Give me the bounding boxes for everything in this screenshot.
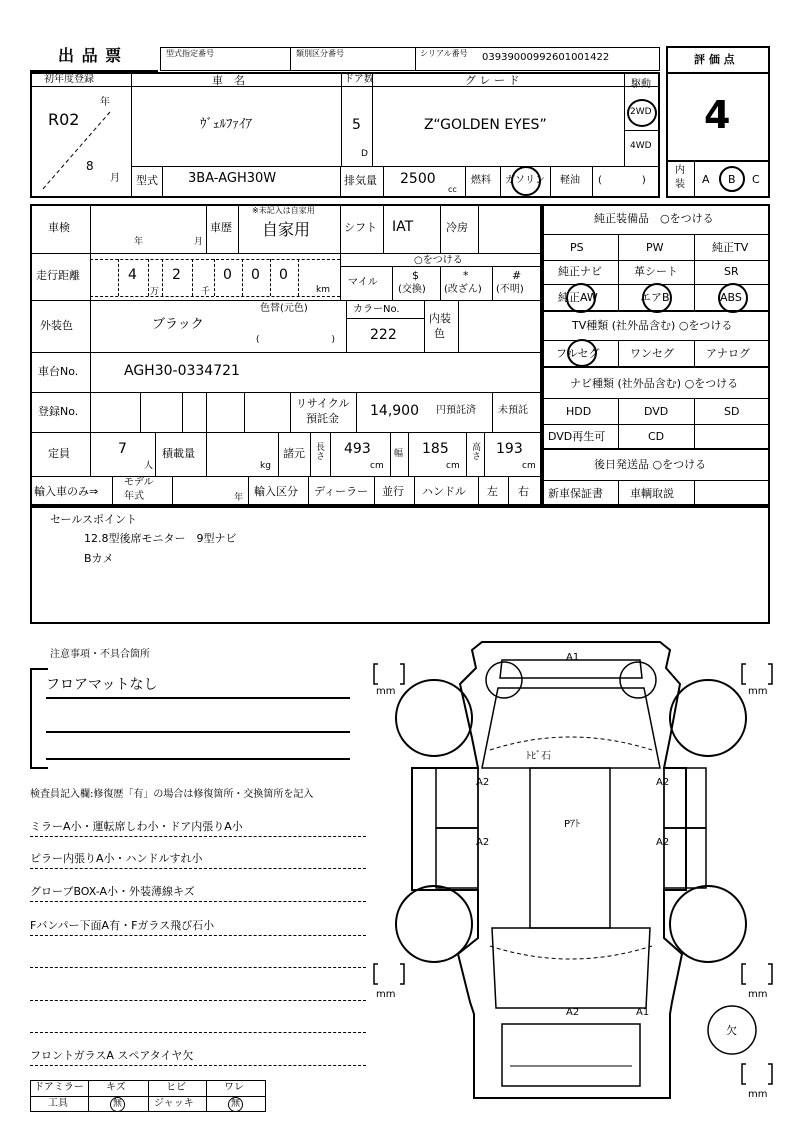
capacity-value: 7	[118, 441, 127, 457]
car-name-value: ｳﾞｪﾙﾌｧｲｱ	[200, 117, 252, 132]
equip-aw: 純正AW	[558, 291, 598, 304]
mm-front-right: mm	[748, 686, 768, 697]
tools-row-2: 無	[113, 1099, 123, 1109]
sales-points-box	[30, 506, 770, 624]
mileage-opt1: $	[412, 269, 419, 282]
repaint-paren: ( )	[256, 335, 336, 345]
rating-label: 評 価 点	[694, 53, 735, 66]
equip-airbag-circle	[642, 283, 672, 313]
history-label: 車歴	[210, 221, 232, 234]
damage-a2-left-2: A2	[476, 837, 490, 848]
interior-label-1: 内	[675, 165, 685, 176]
inspection-month-unit: 月	[194, 237, 204, 247]
inspector-line-2: ピラー内張りA小・ハンドルすれ小	[30, 852, 203, 865]
model-year-label-1: モデル	[124, 477, 154, 488]
length-unit: cm	[370, 461, 384, 471]
mm-spare: mm	[748, 1089, 768, 1100]
mileage-digit-4: 0	[251, 267, 260, 283]
interior-grade-b-circle	[719, 166, 745, 192]
damage-a2-bottom: A2	[566, 1007, 580, 1018]
month-unit: 月	[110, 173, 120, 184]
chassis-value: AGH30-0334721	[124, 363, 240, 379]
width-value: 185	[422, 441, 449, 457]
nav-dvd-play: DVD再生可	[548, 430, 606, 443]
nav-hdd: HDD	[566, 405, 592, 418]
tools-head-2: キズ	[106, 1082, 126, 1093]
tools-row-4-circle	[228, 1097, 243, 1112]
mileage-man: 万	[150, 287, 160, 297]
recycle-label-1: リサイクル	[296, 397, 350, 410]
later-manual: 車輌取説	[630, 487, 674, 500]
equipment-title: 純正装備品 ○をつける	[594, 212, 714, 225]
damage-a1-top: A1	[566, 652, 580, 663]
mileage-mark-note: ○をつける	[414, 255, 463, 266]
serial-value: 03939000992601001422	[482, 52, 610, 63]
fuel-gasoline: ガソリン	[505, 175, 545, 186]
notes-title: 注意事項・不具合箇所	[50, 649, 150, 660]
shift-value: IAT	[392, 219, 414, 235]
nav-cd: CD	[648, 430, 665, 443]
notes-line-1: フロアマットなし	[46, 677, 158, 693]
fuel-other: ( )	[598, 175, 646, 186]
tools-row-1: 工具	[48, 1098, 68, 1109]
shift-label: シフト	[344, 221, 377, 234]
width-unit: cm	[446, 461, 460, 471]
fuel-label: 燃料	[471, 175, 491, 186]
tools-head-1: ドアミラー	[34, 1082, 84, 1093]
dimensions-label: 諸元	[283, 447, 305, 460]
tools-row-2-circle	[110, 1097, 125, 1112]
doors-label: ドア数	[344, 74, 374, 85]
inspector-line-4: Fバンパー下面A有・Fガラス飛び石小	[30, 919, 215, 932]
import-dealer: ディーラー	[314, 485, 369, 498]
rating-value: 4	[704, 93, 731, 137]
equip-pw: PW	[646, 241, 664, 254]
mileage-opt3: #	[512, 269, 522, 282]
model-code-label: 型式指定番号	[166, 49, 214, 58]
tv-fullseg: フルセグ	[556, 347, 600, 360]
mileage-sen: 千	[201, 287, 211, 297]
damage-mat-note: Pｱﾄ	[564, 819, 581, 830]
category-label: 類別区分番号	[296, 49, 344, 58]
interior-grade-a: A	[702, 173, 710, 186]
load-label: 積載量	[162, 447, 195, 460]
mm-rear-left: mm	[376, 989, 396, 1000]
drive-2wd: 2WD	[630, 107, 652, 117]
sales-points-line-2: Bカメ	[84, 552, 114, 565]
import-type-label: 輸入区分	[254, 485, 298, 498]
repaint-label: 色替(元色)	[260, 303, 308, 314]
equip-leather: 革シート	[634, 265, 678, 278]
height-value: 193	[496, 441, 523, 457]
model-year-unit: 年	[234, 493, 244, 503]
tv-oneseg: ワンセグ	[630, 347, 674, 360]
type-value: 3BA-AGH30W	[188, 171, 277, 186]
serial-label: シリアル番号	[420, 49, 468, 58]
damage-a2-right-2: A2	[656, 837, 670, 848]
spare-missing-mark: 欠	[726, 1024, 737, 1037]
color-no-value: 222	[370, 327, 397, 343]
form-title: 出 品 票	[58, 46, 123, 65]
reg-no-label: 登録No.	[38, 405, 79, 418]
year-unit: 年	[100, 97, 110, 108]
damage-a1-bottom: A1	[636, 1007, 650, 1018]
chassis-label: 車台No.	[38, 365, 79, 378]
tools-head-3: ヒビ	[166, 1082, 186, 1093]
equip-abs: ABS	[720, 291, 742, 304]
history-note: ※未記入は自家用	[252, 206, 315, 215]
mileage-opt3-sub: (不明)	[496, 284, 524, 295]
sales-points-label: セールスポイント	[50, 513, 138, 526]
equip-airbag: エアB	[640, 291, 670, 304]
mileage-mile: マイル	[348, 277, 378, 288]
damage-a2-right-1: A2	[656, 777, 670, 788]
exterior-label: 外装色	[40, 319, 73, 332]
model-year-label-2: 年式	[124, 491, 144, 502]
car-name-label: 車 名	[212, 74, 245, 87]
handle-left: 左	[487, 485, 498, 498]
mileage-opt2-sub: (改ざん)	[444, 284, 482, 295]
handle-label: ハンドル	[422, 485, 466, 498]
mm-rear-right: mm	[748, 989, 768, 1000]
tv-title: TV種類 (社外品含む) ○をつける	[572, 319, 733, 332]
doors-type: D	[361, 149, 368, 159]
ac-label: 冷房	[446, 221, 468, 234]
later-warranty: 新車保証書	[548, 487, 603, 500]
drive-2wd-circle	[627, 99, 657, 127]
nav-dvd: DVD	[644, 405, 669, 418]
doors-value: 5	[352, 117, 361, 133]
equip-sr: SR	[724, 265, 739, 278]
car-diagram	[370, 628, 780, 1118]
equip-tv: 純正TV	[712, 241, 749, 254]
mileage-digit-3: 0	[223, 267, 232, 283]
displacement-value: 2500	[400, 171, 436, 187]
drive-4wd: 4WD	[630, 141, 652, 151]
recycle-value: 14,900	[370, 403, 419, 419]
damage-chip-note: ﾄﾋﾞ石	[526, 751, 551, 762]
interior-label-2: 装	[675, 179, 685, 190]
displacement-label: 排気量	[344, 174, 377, 187]
mileage-km: km	[316, 285, 330, 295]
length-value: 493	[344, 441, 371, 457]
equip-abs-circle	[718, 283, 748, 313]
nav-title: ナビ種類 (社外品含む) ○をつける	[570, 377, 739, 390]
inspector-line-3: グローブBOX-A小・外装薄線キズ	[30, 885, 195, 898]
first-reg-month: 8	[86, 159, 94, 173]
nav-sd: SD	[724, 405, 740, 418]
tools-row-3: ジャッキ	[154, 1098, 194, 1109]
registration-diagonal	[38, 108, 118, 192]
fuel-gasoline-circle	[511, 166, 541, 196]
height-unit: cm	[522, 461, 536, 471]
equip-ps: PS	[570, 241, 584, 254]
history-value: 自家用	[262, 220, 311, 239]
equip-navi: 純正ナビ	[558, 265, 602, 278]
mileage-digit-5: 0	[279, 267, 288, 283]
exterior-value: ブラック	[152, 317, 204, 332]
recycle-label-2: 預託金	[306, 412, 339, 425]
inspection-year-unit: 年	[134, 237, 144, 247]
fuel-diesel: 軽油	[560, 175, 580, 186]
drive-label: 駆動	[631, 79, 651, 90]
recycle-unit: 円預託済	[436, 405, 476, 416]
recycle-not: 未預託	[498, 405, 528, 416]
length-label: 長さ	[314, 442, 324, 460]
inspector-line-8: フロントガラスA スペアタイヤ欠	[30, 1049, 194, 1062]
equip-aw-circle	[566, 283, 596, 313]
grade-label: グ レ ー ド	[465, 74, 520, 87]
mm-front-left: mm	[376, 686, 396, 697]
interior-color-label-2: 色	[434, 327, 445, 340]
later-title: 後日発送品 ○をつける	[594, 458, 707, 471]
load-unit: kg	[260, 461, 271, 471]
capacity-unit: 人	[144, 461, 154, 471]
tools-head-4: ワレ	[224, 1082, 244, 1093]
mileage-opt2: *	[463, 269, 469, 282]
tv-fullseg-circle	[567, 339, 597, 367]
first-reg-year: R02	[48, 110, 80, 129]
inspector-title: 検査員記入欄:修復歴「有」の場合は修復箇所・交換箇所を記入	[30, 789, 314, 800]
capacity-label: 定員	[48, 447, 70, 460]
interior-color-label-1: 内装	[429, 312, 451, 325]
height-label: 高さ	[470, 442, 480, 460]
type-label: 型式	[136, 174, 158, 187]
mileage-digit-2: 2	[172, 267, 181, 283]
inspection-label: 車検	[48, 221, 70, 234]
interior-grade-b: B	[728, 173, 736, 186]
interior-grade-c: C	[752, 173, 760, 186]
first-reg-label: 初年度登録	[44, 74, 94, 85]
displacement-unit: cc	[448, 185, 457, 194]
grade-value: Z“GOLDEN EYES”	[424, 117, 547, 133]
damage-a2-left-1: A2	[476, 777, 490, 788]
tv-analog: アナログ	[706, 347, 750, 360]
import-parallel: 並行	[382, 485, 404, 498]
handle-right: 右	[518, 485, 529, 498]
mileage-opt1-sub: (交換)	[398, 284, 426, 295]
tools-row-4: 無	[231, 1099, 241, 1109]
color-no-label: カラーNo.	[353, 304, 400, 315]
inspector-line-1: ミラーA小・運転席しわ小・ドア内張りA小	[30, 820, 243, 833]
mileage-digit-1: 4	[128, 267, 137, 283]
width-label: 幅	[394, 449, 404, 459]
mileage-label: 走行距離	[36, 269, 80, 282]
sales-points-line-1: 12.8型後席モニター 9型ナビ	[84, 532, 237, 545]
import-label: 輸入車のみ⇒	[34, 485, 99, 498]
